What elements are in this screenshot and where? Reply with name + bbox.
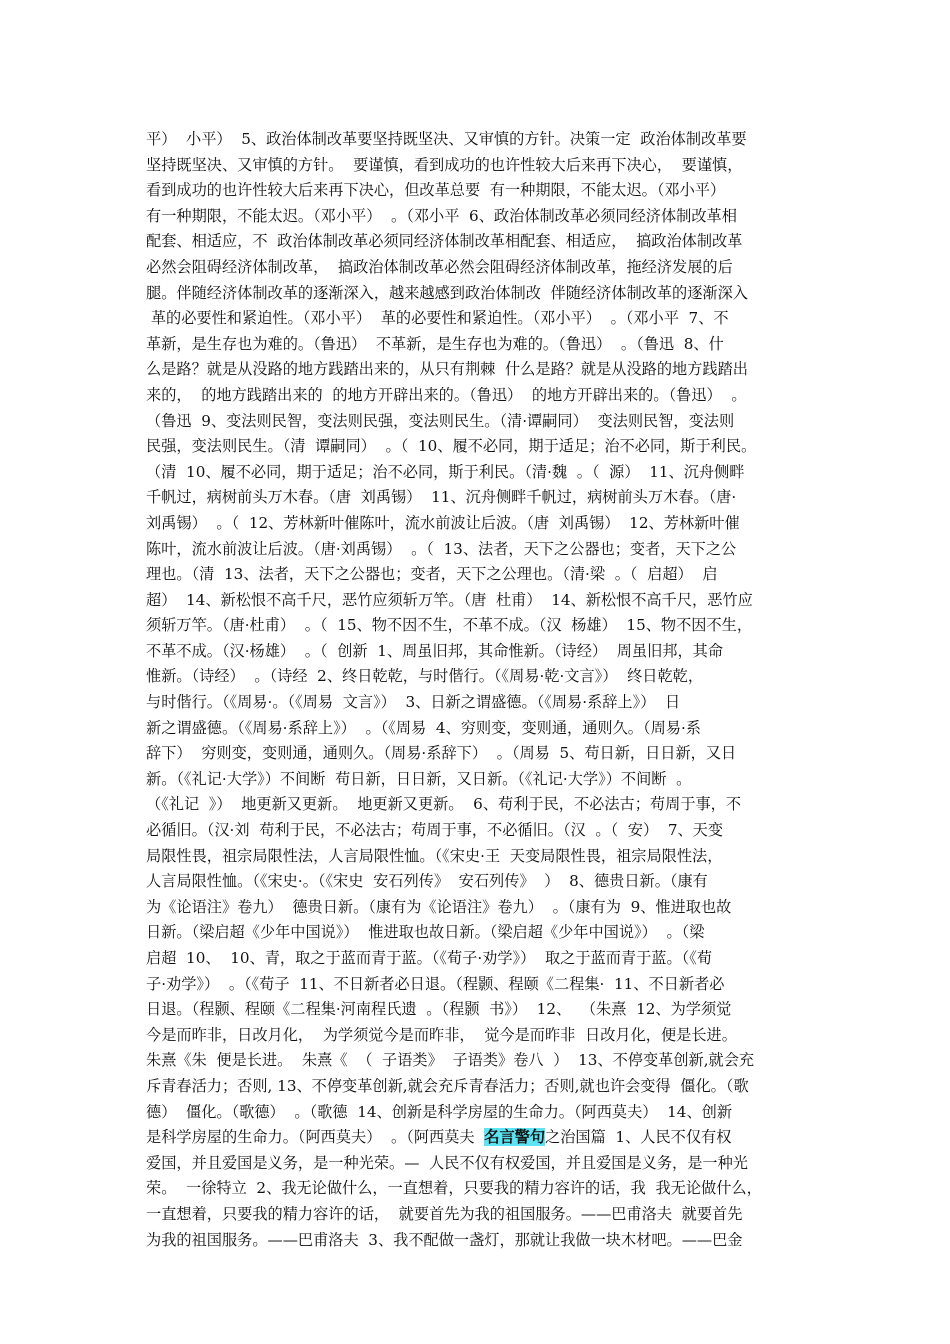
text-line: 千帆过，病树前头万木春。（唐 刘禹锡） 11、沉舟侧畔千帆过，病树前头万木春。（唐· (146, 488, 737, 507)
text-line: 惟新。（诗经） 。（诗经 2、终日乾乾，与时偕行。（《周易·乾·文言》） 终日乾乾， (146, 667, 704, 686)
text-line: 么是路？就是从没路的地方践踏出来的，从只有荆棘 什么是路？就是从没路的地方践踏出 (146, 360, 748, 379)
text-line: 革新，是生存也为难的。（鲁迅） 不革新，是生存也为难的。（鲁迅） 。（鲁迅 8、什 (146, 334, 724, 353)
text-line-highlighted (146, 1125, 814, 1151)
text-line: 新。（《礼记·大学》）不间断 苟日新，日日新，又日新。（《礼记·大学》）不间断 。 (146, 769, 692, 788)
text-line: （清 10、履不必同，期于适足；治不必同，斯于利民。（清·魏 。（ 源） 11、沉舟侧畔 (146, 462, 745, 481)
text-line: 坚持既坚决、又审慎的方针。 要谨慎，看到成功的也许性较大后来再下决心， 要谨慎， (146, 155, 743, 174)
text-line: 刘禹锡） 。（ 12、芳林新叶催陈叶，流水前波让后波。（唐 刘禹锡） 12、芳林新叶催 (146, 513, 740, 532)
text-line: 辞下） 穷则变，变则通，通则久。（周易·系辞下） 。（周易 5、苟日新，日日新，又日 (146, 744, 737, 763)
text-line: 今是而昨非，日改月化， 为学须觉今是而昨非， 觉今是而昨非 日改月化，便是长进。 (146, 1025, 737, 1044)
text-line: 不革不成。（汉·杨雄） 。（ 创新 1、周虽旧邦，其命惟新。（诗经） 周虽旧邦，其命 (146, 641, 724, 660)
text-line: 配套、相适应，不 政治体制改革必须同经济体制改革相配套、相适应， 搞政治体制改革 (146, 232, 743, 251)
text-line: 来的， 的地方践踏出来的 的地方开辟出来的。（鲁迅） 的地方开辟出来的。（鲁迅） 。 (146, 385, 747, 404)
text-line: 必然会阻碍经济体制改革， 搞政治体制改革必然会阻碍经济体制改革，拖经济发展的后 (146, 257, 733, 276)
text-line: 子·劝学》） 。（《荀子 11、不日新者必日退。（程颢、程颐《二程集· 11、不日新者必 (146, 974, 725, 993)
text-line: 看到成功的也许性较大后来再下决心，但改革总要 有一种期限，不能太迟。（邓小平） (146, 181, 726, 200)
text-line: 为《论语注》卷九） 德贵日新。（康有为《论语注》卷九） 。（康有为 9、惟进取也故 (146, 897, 732, 916)
text-line-lead: 是科学房屋的生命力。（阿西莫夫） 。（阿西莫夫 (146, 1128, 485, 1147)
text-line: 为我的祖国服务。——巴甫洛夫 3、我不配做一盏灯，那就让我做一块木材吧。——巴金 (146, 1230, 743, 1249)
text-line: 有一种期限，不能太迟。（邓小平） 。（邓小平 6、政治体制改革必须同经济体制改革相 (146, 206, 737, 225)
text-line: 与时偕行。（《周易·。（《周易 文言》） 3、日新之谓盛德。（《周易·系辞上》） 日 (146, 693, 681, 712)
text-line: 理也。（清 13、法者，天下之公器也；变者，天下之公理也。（清·梁 。（ 启超） 启 (146, 565, 718, 584)
text-line-tail: 之治国篇 1、人民不仅有权 (545, 1128, 732, 1147)
text-line: 爱国，并且爱国是义务，是一种光荣。— 人民不仅有权爱国，并且爱国是义务，是一种光 (146, 1153, 748, 1172)
text-line: 须斩万竿。（唐·杜甫） 。（ 15、物不因不生，不革不成。（汉 杨雄） 15、物不因不生， (146, 616, 753, 635)
text-line: 斥青春活力；否则, 13、不停变革创新,就会充斥青春活力；否则,就也许会变得 僵化。（歌 (146, 1076, 749, 1095)
text-line: 革的必要性和紧迫性。（邓小平） 革的必要性和紧迫性。（邓小平） 。（邓小平 7、不 (146, 309, 729, 328)
highlighted-keyword: 名言警句 (484, 1128, 545, 1147)
text-line: 新之谓盛德。（《周易·系辞上》） 。（《周易 4、穷则变，变则通，通则久。（周易·系 (146, 718, 701, 737)
text-line: （《礼记 》） 地更新又更新。 地更新又更新。 6、苟利于民，不必法古；苟周于事，不 (146, 795, 742, 814)
text-line: 腿。伴随经济体制改革的逐渐深入，越来越感到政治体制改 伴随经济体制改革的逐渐深入 (146, 283, 748, 302)
text-line: 朱熹《朱 便是长进。 朱熹《 （ 子语类》 子语类》卷八 ） 13、不停变革创新,就会充 (146, 1051, 755, 1070)
text-line: 平） 小平） 5、政治体制改革要坚持既坚决、又审慎的方针。决策一定 政治体制改革要 (146, 130, 747, 148)
text-line: 启超 10、 10、青，取之于蓝而青于蓝。（《荀子·劝学》） 取之于蓝而青于蓝。（《荀 (146, 949, 713, 967)
text-line: 民强，变法则民生。（清 谭嗣同） 。（ 10、履不必同，期于适足；治不必同，斯于利民。 (146, 437, 757, 456)
document-body-text (146, 127, 814, 1253)
text-line: 人言局限性恤。（《宋史·。（《宋史 安石列传》 安石列传》 ） 8、德贵日新。（康有 (146, 872, 708, 891)
text-line: 一直想着，只要我的精力容许的话， 就要首先为我的祖国服务。——巴甫洛夫 就要首先 (146, 1204, 743, 1223)
text-line: 陈叶，流水前波让后波。（唐·刘禹锡） 。（ 13、法者，天下之公器也；变者，天下之公 (146, 539, 737, 558)
text-line: （鲁迅 9、变法则民智，变法则民强，变法则民生。（清·谭嗣同） 变法则民智，变法则 (146, 411, 735, 430)
text-line: 日退。（程颢、程颐《二程集·河南程氏遗 。（程颢 书》） 12、 （朱熹 12、为学须觉 (146, 1000, 732, 1019)
text-line: 必循旧。（汉·刘 苟利于民，不必法古；苟周于事，不必循旧。（汉 。（ 安） 7、天变 (146, 821, 724, 840)
text-line: 日新。（梁启超《少年中国说》） 惟进取也故日新。（梁启超《少年中国说》） 。（梁 (146, 923, 705, 942)
text-line: 荣。 一徐特立 2、我无论做什么，一直想着，只要我的精力容许的话，我 我无论做什么， (146, 1179, 762, 1198)
text-line: 德） 僵化。（歌德） 。（歌德 14、创新是科学房屋的生命力。（阿西莫夫） 14、创新 (146, 1102, 733, 1121)
text-line: 超） 14、新松恨不高千尺，恶竹应须斩万竿。（唐 杜甫） 14、新松恨不高千尺，恶竹应 (146, 590, 753, 609)
text-line: 局限性畏，祖宗局限性法，人言局限性恤。（《宋史·王 天变局限性畏，祖宗局限性法， (146, 846, 723, 865)
